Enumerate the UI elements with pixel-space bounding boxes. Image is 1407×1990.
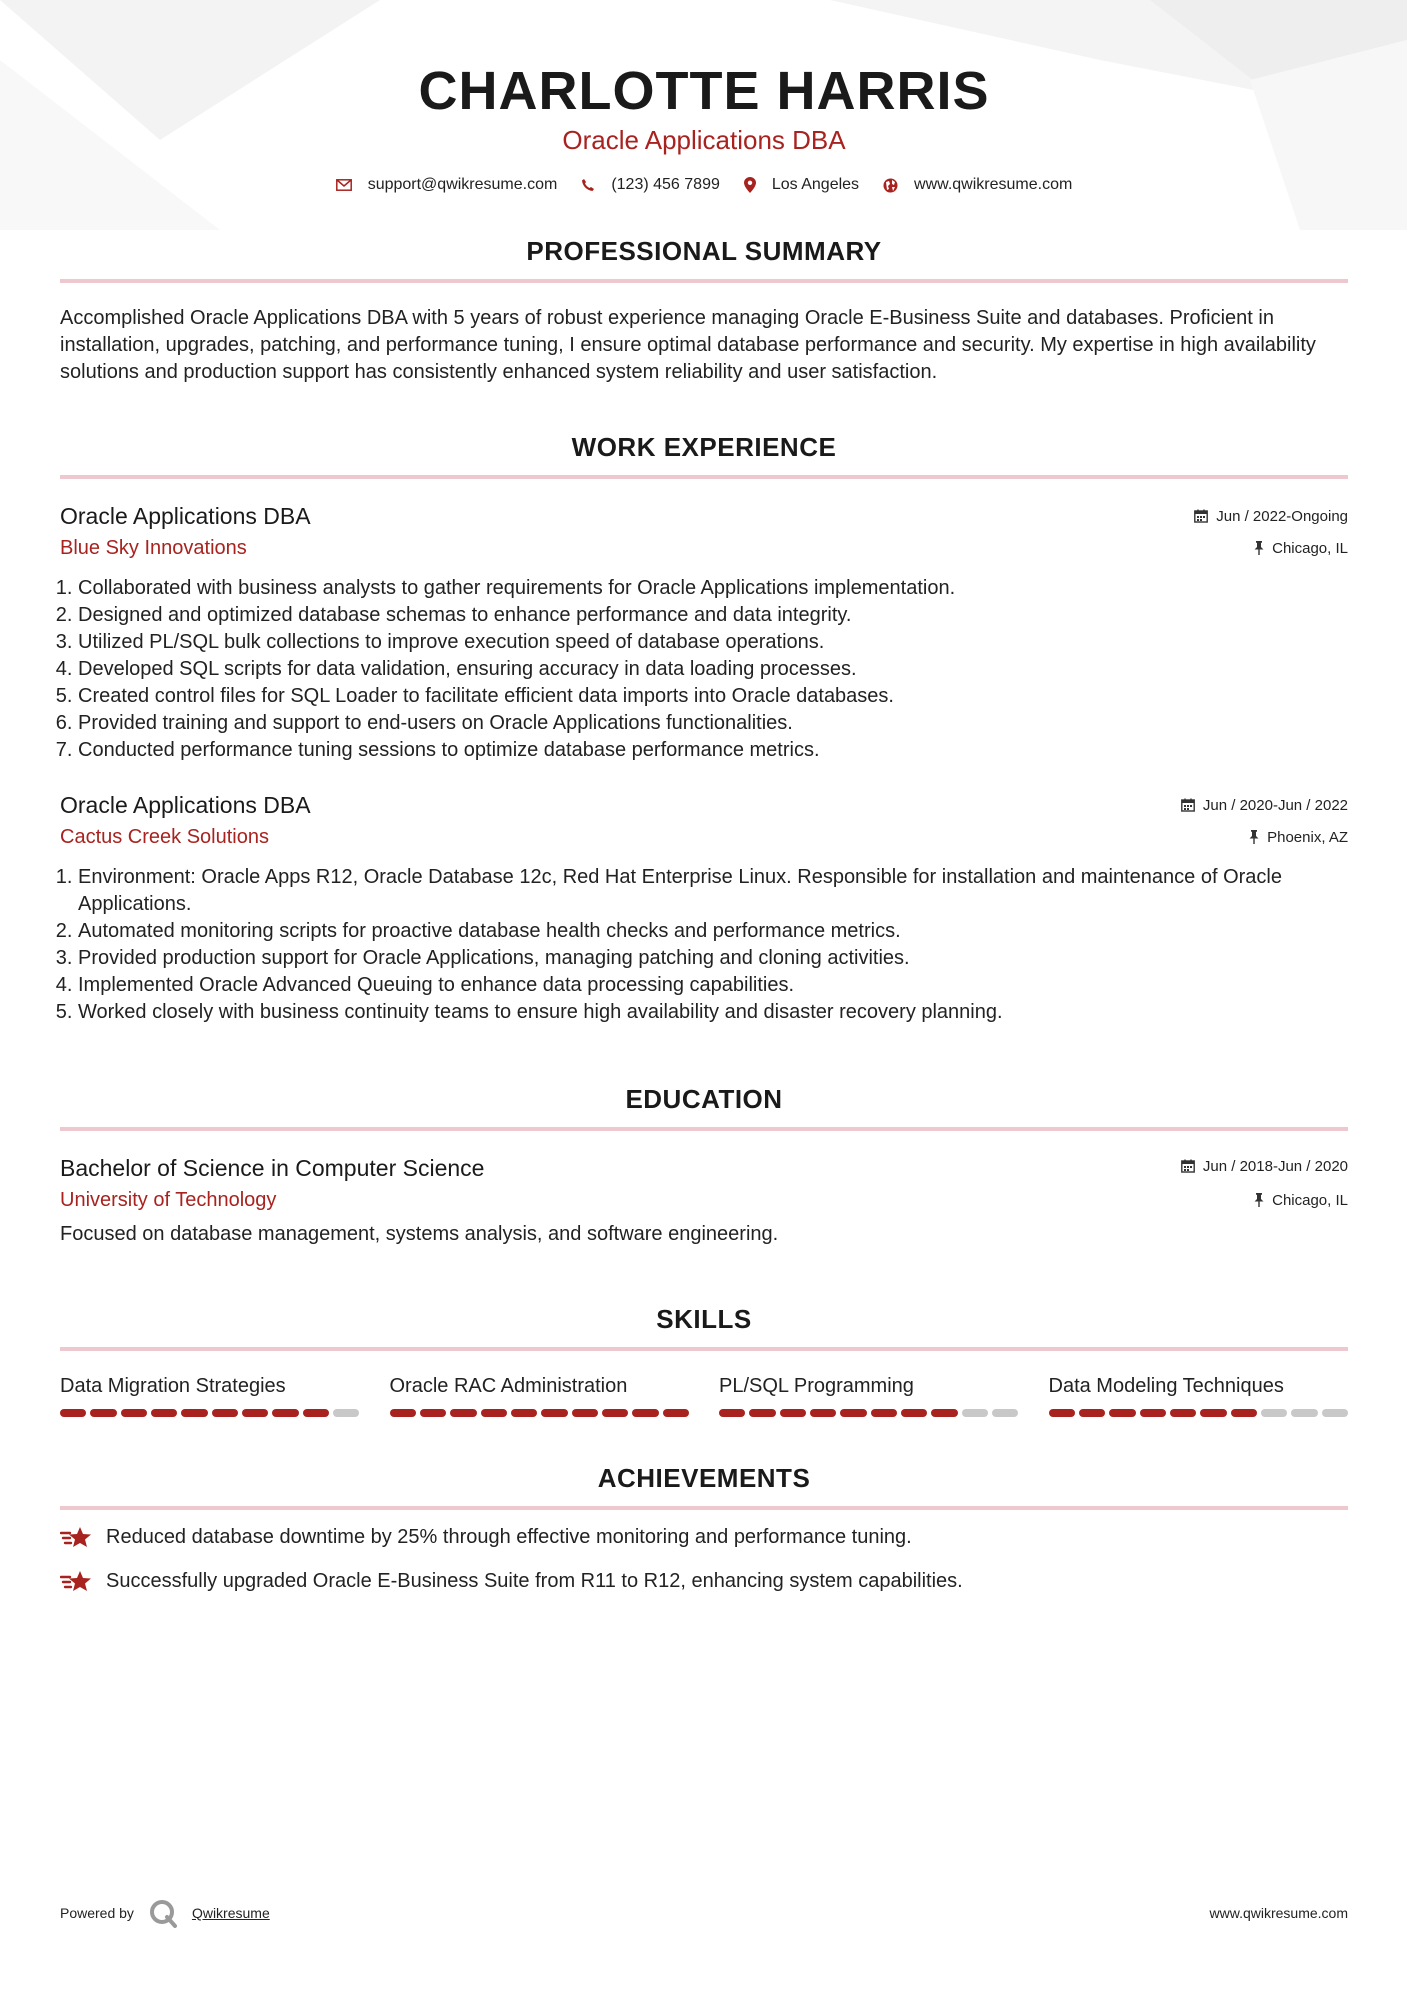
section-divider <box>60 1347 1348 1351</box>
skill-level-segment <box>1140 1409 1166 1417</box>
list-item: 2. Designed and optimized database schemas to enhance performance and data integrity. <box>78 602 1348 629</box>
skills-heading: SKILLS <box>656 1304 752 1334</box>
skill-level-segment <box>60 1409 86 1417</box>
skill-level-segment <box>212 1409 238 1417</box>
list-item: 3. Provided production support for Oracle Applications, managing patching and cloning activities. <box>78 945 1348 972</box>
location-text: Los Angeles <box>771 176 860 193</box>
skill-level-segment <box>181 1409 207 1417</box>
skill-item <box>60 1373 360 1417</box>
experience-section <box>60 432 1348 1026</box>
skill-name: PL/SQL Programming <box>719 1375 914 1397</box>
education-location: Chicago, IL <box>1272 1191 1348 1209</box>
skill-level-bar <box>719 1409 1019 1417</box>
website-text: www.qwikresume.com <box>914 176 1073 193</box>
skill-level-segment <box>719 1409 745 1417</box>
envelope-icon <box>336 179 352 191</box>
map-pin-icon <box>744 177 756 193</box>
company-name: Blue Sky Innovations <box>60 537 247 559</box>
skill-name: Data Migration Strategies <box>60 1375 286 1397</box>
skill-level-segment <box>420 1409 446 1417</box>
candidate-name: CHARLOTTE HARRIS <box>418 61 990 121</box>
list-item: 4. Developed SQL scripts for data validation, ensuring accuracy in data loading processes. <box>78 656 1348 683</box>
skill-level-segment <box>511 1409 537 1417</box>
globe-icon <box>883 178 898 193</box>
achievements-heading: ACHIEVEMENTS <box>597 1463 811 1493</box>
skill-name: Data Modeling Techniques <box>1048 1375 1284 1397</box>
job-entry <box>60 790 1348 1026</box>
contact-bar <box>60 176 1348 194</box>
pushpin-icon <box>1254 1193 1264 1207</box>
job-dates: Jun / 2020-Jun / 2022 <box>1202 796 1348 814</box>
skill-level-segment <box>1291 1409 1317 1417</box>
list-item: 2. Automated monitoring scripts for proactive database health checks and performance metrics. <box>78 918 1348 945</box>
skill-level-segment <box>303 1409 329 1417</box>
job-dates: Jun / 2022-Ongoing <box>1216 507 1348 525</box>
skill-level-segment <box>151 1409 177 1417</box>
section-divider <box>60 279 1348 283</box>
section-divider <box>60 475 1348 479</box>
achievement-item <box>60 1524 1348 1551</box>
skill-level-segment <box>541 1409 567 1417</box>
section-divider <box>60 1506 1348 1510</box>
skill-level-segment <box>1322 1409 1348 1417</box>
education-description: Focused on database management, systems analysis, and software engineering. <box>60 1223 779 1245</box>
shooting-star-icon <box>60 1569 92 1595</box>
skill-level-segment <box>871 1409 897 1417</box>
calendar-icon <box>1181 1159 1195 1173</box>
education-entry <box>60 1153 1348 1248</box>
skill-level-segment <box>242 1409 268 1417</box>
skill-level-segment <box>840 1409 866 1417</box>
achievement-item <box>60 1568 1348 1595</box>
skill-level-segment <box>663 1409 689 1417</box>
skill-level-segment <box>272 1409 298 1417</box>
contact-website[interactable] <box>883 176 1072 194</box>
list-item: 7. Conducted performance tuning sessions to optimize database performance metrics. <box>78 737 1348 764</box>
skill-level-segment <box>901 1409 927 1417</box>
skill-level-segment <box>602 1409 628 1417</box>
skills-section <box>60 1304 1348 1417</box>
footer-website[interactable]: www.qwikresume.com <box>1209 1905 1348 1921</box>
skill-level-segment <box>1049 1409 1075 1417</box>
skills-list <box>60 1373 1348 1417</box>
skill-level-segment <box>749 1409 775 1417</box>
skill-level-segment <box>390 1409 416 1417</box>
job-location: Chicago, IL <box>1272 539 1348 557</box>
page-footer <box>60 1898 1348 1928</box>
skill-level-bar <box>390 1409 690 1417</box>
calendar-icon <box>1194 509 1208 523</box>
achievement-text: Reduced database downtime by 25% through effective monitoring and performance tuning. <box>106 1526 912 1548</box>
school-name: University of Technology <box>60 1189 277 1211</box>
skill-item <box>1049 1373 1349 1417</box>
shooting-star-icon <box>60 1525 92 1551</box>
skill-level-segment <box>1170 1409 1196 1417</box>
powered-by-label: Powered by <box>60 1905 134 1921</box>
phone-icon <box>581 178 595 192</box>
phone-text: (123) 456 7899 <box>611 176 720 193</box>
candidate-title: Oracle Applications DBA <box>562 125 846 155</box>
job-title: Oracle Applications DBA <box>60 792 311 818</box>
summary-section <box>60 236 1348 386</box>
skill-item <box>719 1373 1019 1417</box>
skill-level-segment <box>121 1409 147 1417</box>
skill-level-segment <box>1079 1409 1105 1417</box>
skill-level-segment <box>450 1409 476 1417</box>
job-title: Oracle Applications DBA <box>60 503 311 529</box>
skill-level-segment <box>90 1409 116 1417</box>
achievements-section <box>60 1463 1348 1595</box>
pushpin-icon <box>1254 541 1264 555</box>
skill-level-bar <box>1049 1409 1349 1417</box>
section-divider <box>60 1127 1348 1131</box>
summary-text: Accomplished Oracle Applications DBA with 5 years of robust experience managing Oracle E-Business Suite and databases. Proficient in installation, upgrades, patching, and performance tuning, I ensure optimal database performance and security. My expertise in high availability solutions and production support has consistently enhanced system reliability and user satisfaction. <box>60 307 1316 383</box>
skill-level-segment <box>780 1409 806 1417</box>
skill-level-segment <box>572 1409 598 1417</box>
job-entry <box>60 501 1348 764</box>
list-item: 1. Collaborated with business analysts to gather requirements for Oracle Applications implementation. <box>78 575 1348 602</box>
education-heading: EDUCATION <box>625 1084 783 1114</box>
powered-by <box>60 1898 270 1928</box>
list-item: 5. Worked closely with business continuity teams to ensure high availability and disaster recovery planning. <box>78 999 1348 1026</box>
skill-level-segment <box>333 1409 359 1417</box>
email-text: support@qwikresume.com <box>367 176 558 193</box>
experience-heading: WORK EXPERIENCE <box>571 432 837 462</box>
skill-level-bar <box>60 1409 360 1417</box>
pushpin-icon <box>1249 830 1259 844</box>
skill-level-segment <box>992 1409 1018 1417</box>
job-bullets <box>60 575 1348 764</box>
contact-email[interactable] <box>336 176 558 194</box>
degree-title: Bachelor of Science in Computer Science <box>60 1155 485 1181</box>
job-location: Phoenix, AZ <box>1267 828 1348 846</box>
calendar-icon <box>1181 798 1195 812</box>
contact-location <box>744 176 859 194</box>
qwikresume-logo-icon <box>148 1898 178 1928</box>
brand-link[interactable]: Qwikresume <box>191 1905 270 1921</box>
list-item: 3. Utilized PL/SQL bulk collections to improve execution speed of database operations. <box>78 629 1348 656</box>
list-item: 1. Environment: Oracle Apps R12, Oracle Database 12c, Red Hat Enterprise Linux. Responsible for installation and maintenance of Oracle Applications. <box>78 864 1348 918</box>
list-item: 6. Provided training and support to end-users on Oracle Applications functionalities. <box>78 710 1348 737</box>
skill-level-segment <box>1200 1409 1226 1417</box>
skill-level-segment <box>1231 1409 1257 1417</box>
summary-heading: PROFESSIONAL SUMMARY <box>526 236 882 266</box>
company-name: Cactus Creek Solutions <box>60 826 269 848</box>
skill-level-segment <box>481 1409 507 1417</box>
list-item: 5. Created control files for SQL Loader to facilitate efficient data imports into Oracle databases. <box>78 683 1348 710</box>
education-dates: Jun / 2018-Jun / 2020 <box>1202 1157 1348 1175</box>
skill-level-segment <box>1261 1409 1287 1417</box>
skill-level-segment <box>632 1409 658 1417</box>
job-bullets <box>60 864 1348 1026</box>
skill-level-segment <box>810 1409 836 1417</box>
skill-item <box>390 1373 690 1417</box>
education-section <box>60 1084 1348 1248</box>
list-item: 4. Implemented Oracle Advanced Queuing to enhance data processing capabilities. <box>78 972 1348 999</box>
skill-level-segment <box>962 1409 988 1417</box>
resume-page <box>60 0 1348 1595</box>
contact-phone[interactable] <box>581 176 720 194</box>
achievement-text: Successfully upgraded Oracle E-Business Suite from R11 to R12, enhancing system capabilities. <box>106 1570 963 1592</box>
skill-level-segment <box>1109 1409 1135 1417</box>
skill-level-segment <box>931 1409 957 1417</box>
skill-name: Oracle RAC Administration <box>389 1375 628 1397</box>
